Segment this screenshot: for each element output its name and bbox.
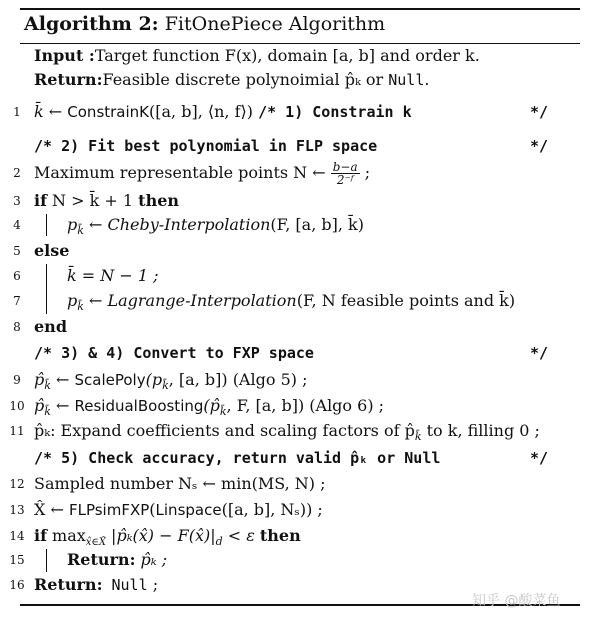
line-9-sub: k̄: [44, 379, 51, 393]
algo-line-5: [0, 239, 600, 263]
line-2-tail: ;: [359, 163, 371, 182]
line-number: 10: [9, 399, 25, 413]
return-keyword: Return:: [67, 550, 136, 569]
line-9-func: ScalePoly: [74, 371, 146, 389]
line-14-max: max: [46, 526, 86, 545]
line-2-text: Maximum representable points N ←: [34, 163, 331, 182]
line-13-func2: Linspace: [155, 501, 222, 519]
input-sep: :: [83, 46, 95, 65]
line-7-post: (F, N feasible points and k̄): [296, 291, 516, 310]
line-9-post2: , [a, b]) (Algo 5) ;: [168, 370, 308, 389]
line-15-text: p̂ₖ ;: [135, 550, 168, 569]
algorithm-label: Algorithm 2:: [24, 13, 159, 35]
algo-line-9: [0, 368, 600, 392]
line-7-sub: k̄: [77, 300, 84, 314]
algo-comment-3: [0, 341, 600, 365]
line-number: 11: [9, 424, 25, 438]
line-13-func: FLPsimFXP: [68, 501, 150, 519]
comment-2-text: /* 2) Fit best polynomial in FLP space: [34, 137, 378, 155]
input-text: Target function F(x), domain [a, b] and order k.: [94, 46, 480, 65]
line-4-post: (F, [a, b], k̄): [270, 215, 364, 234]
top-rule: [20, 8, 580, 10]
algo-line-13: [0, 498, 600, 522]
fraction: [331, 161, 360, 186]
input-line: [0, 44, 600, 68]
line-14-sub: x̂∈X̂: [85, 537, 106, 549]
algo-line-8: [0, 315, 600, 339]
line-number: 5: [13, 244, 21, 258]
algo-line-12: [0, 472, 600, 496]
line-number: 9: [13, 373, 21, 387]
line-1-func: ConstrainK: [67, 103, 150, 121]
then-keyword: then: [138, 191, 180, 210]
comment-5-text: /* 5) Check accuracy, return valid p̂ₖ or Null: [34, 449, 441, 467]
return-sep: :: [96, 70, 103, 89]
comment-end: */: [530, 103, 549, 121]
line-number: 4: [13, 218, 21, 232]
line-10-sub2: k̄: [219, 405, 227, 419]
algorithm-name: FitOnePiece Algorithm: [164, 13, 386, 35]
line-number: 3: [13, 194, 21, 208]
comment-end: */: [530, 449, 549, 467]
line-10-post: (p̂: [203, 396, 220, 415]
return-keyword: Return: [34, 70, 97, 89]
return-text: Feasible discrete polynoimial p̂ₖ or: [102, 70, 389, 89]
line-10-func: ResidualBoosting: [74, 397, 204, 415]
line-7-pre: p: [67, 291, 78, 310]
algo-comment-2: [0, 134, 600, 158]
comment-end: */: [530, 344, 549, 362]
if-keyword: if: [34, 526, 47, 545]
comment-end: */: [530, 137, 549, 155]
algo-line-11: [0, 419, 600, 443]
line-10-post2: , F, [a, b]) (Algo 6) ;: [226, 396, 385, 415]
algo-line-6: [0, 264, 600, 288]
line-number: 16: [9, 578, 25, 592]
line-number: 15: [9, 553, 25, 567]
algorithm-title: [24, 13, 385, 35]
fraction-denominator: 2⁻ᶠ: [336, 173, 354, 187]
algo-line-3: [0, 189, 600, 213]
line-12-text: Sampled number Nₛ ← min(MS, N) ;: [34, 474, 326, 493]
line-number: 8: [13, 320, 21, 334]
line-4-func: ← Cheby-Interpolation: [83, 215, 271, 234]
line-4-pre: p: [67, 215, 78, 234]
line-13-pre: X̂ ←: [34, 500, 69, 519]
algo-line-7: [0, 289, 600, 313]
algo-line-10: [0, 394, 600, 418]
line-10-pre: p̂: [34, 396, 45, 415]
return-tail: .: [424, 70, 430, 89]
end-keyword: end: [34, 317, 67, 336]
line-number: 7: [13, 294, 21, 308]
line-1-comment: /* 1) Constrain k: [258, 103, 412, 121]
line-11-text: p̂ₖ: Expand coefficients and scaling factors of p̂: [34, 421, 415, 440]
line-14-post: |p̂ₖ(x̂) − F(x̂)|: [105, 526, 216, 545]
fraction-numerator: b−a: [332, 160, 358, 174]
line-9-arrow: ←: [50, 370, 75, 389]
line-number: 12: [9, 477, 25, 491]
line-1-pre: k̄ ←: [34, 102, 68, 121]
algo-line-1: [0, 100, 600, 124]
algo-comment-5: [0, 446, 600, 470]
line-13-post: (: [149, 500, 156, 519]
line-10-sub: k̄: [44, 405, 51, 419]
line-11-sub: k̄: [414, 430, 422, 444]
else-keyword: else: [34, 241, 70, 260]
watermark: 知乎 @酸菜鱼: [472, 593, 561, 609]
return-line: [0, 68, 600, 92]
line-number: 2: [13, 166, 21, 180]
line-6-text: k̄ = N − 1 ;: [67, 266, 159, 285]
line-14-sub2: d: [215, 535, 223, 549]
line-number: 14: [9, 529, 25, 543]
line-1-post: ([a, b], ⟨n, f⟩): [149, 102, 259, 121]
line-9-post: (p: [145, 370, 163, 389]
input-keyword: Input: [34, 46, 84, 65]
comment-3-text: /* 3) & 4) Convert to FXP space: [34, 344, 314, 362]
line-11-tail: to k, filling 0 ;: [421, 421, 540, 440]
line-16-tail: ;: [147, 575, 159, 594]
line-13-post2: ([a, b], Nₛ)) ;: [221, 500, 323, 519]
algo-line-2: [0, 161, 600, 189]
return-null: Null: [388, 71, 425, 89]
return-keyword: Return:: [34, 575, 103, 594]
line-9-pre: p̂: [34, 370, 45, 389]
line-10-arrow: ←: [50, 396, 75, 415]
line-number: 6: [13, 269, 21, 283]
algo-line-14: [0, 524, 600, 548]
line-9-sub2: k̄: [162, 379, 169, 393]
algo-line-15: [0, 548, 600, 572]
line-4-sub: k̄: [77, 224, 84, 238]
algo-line-4: [0, 213, 600, 237]
line-number: 13: [9, 503, 25, 517]
line-14-post2: < ε: [222, 526, 260, 545]
line-number: 1: [13, 105, 21, 119]
line-3-condition: N > k̄ + 1: [46, 191, 139, 210]
line-16-null: Null: [102, 576, 148, 594]
if-keyword: if: [34, 191, 47, 210]
then-keyword: then: [259, 526, 301, 545]
line-7-func: ← Lagrange-Interpolation: [83, 291, 297, 310]
